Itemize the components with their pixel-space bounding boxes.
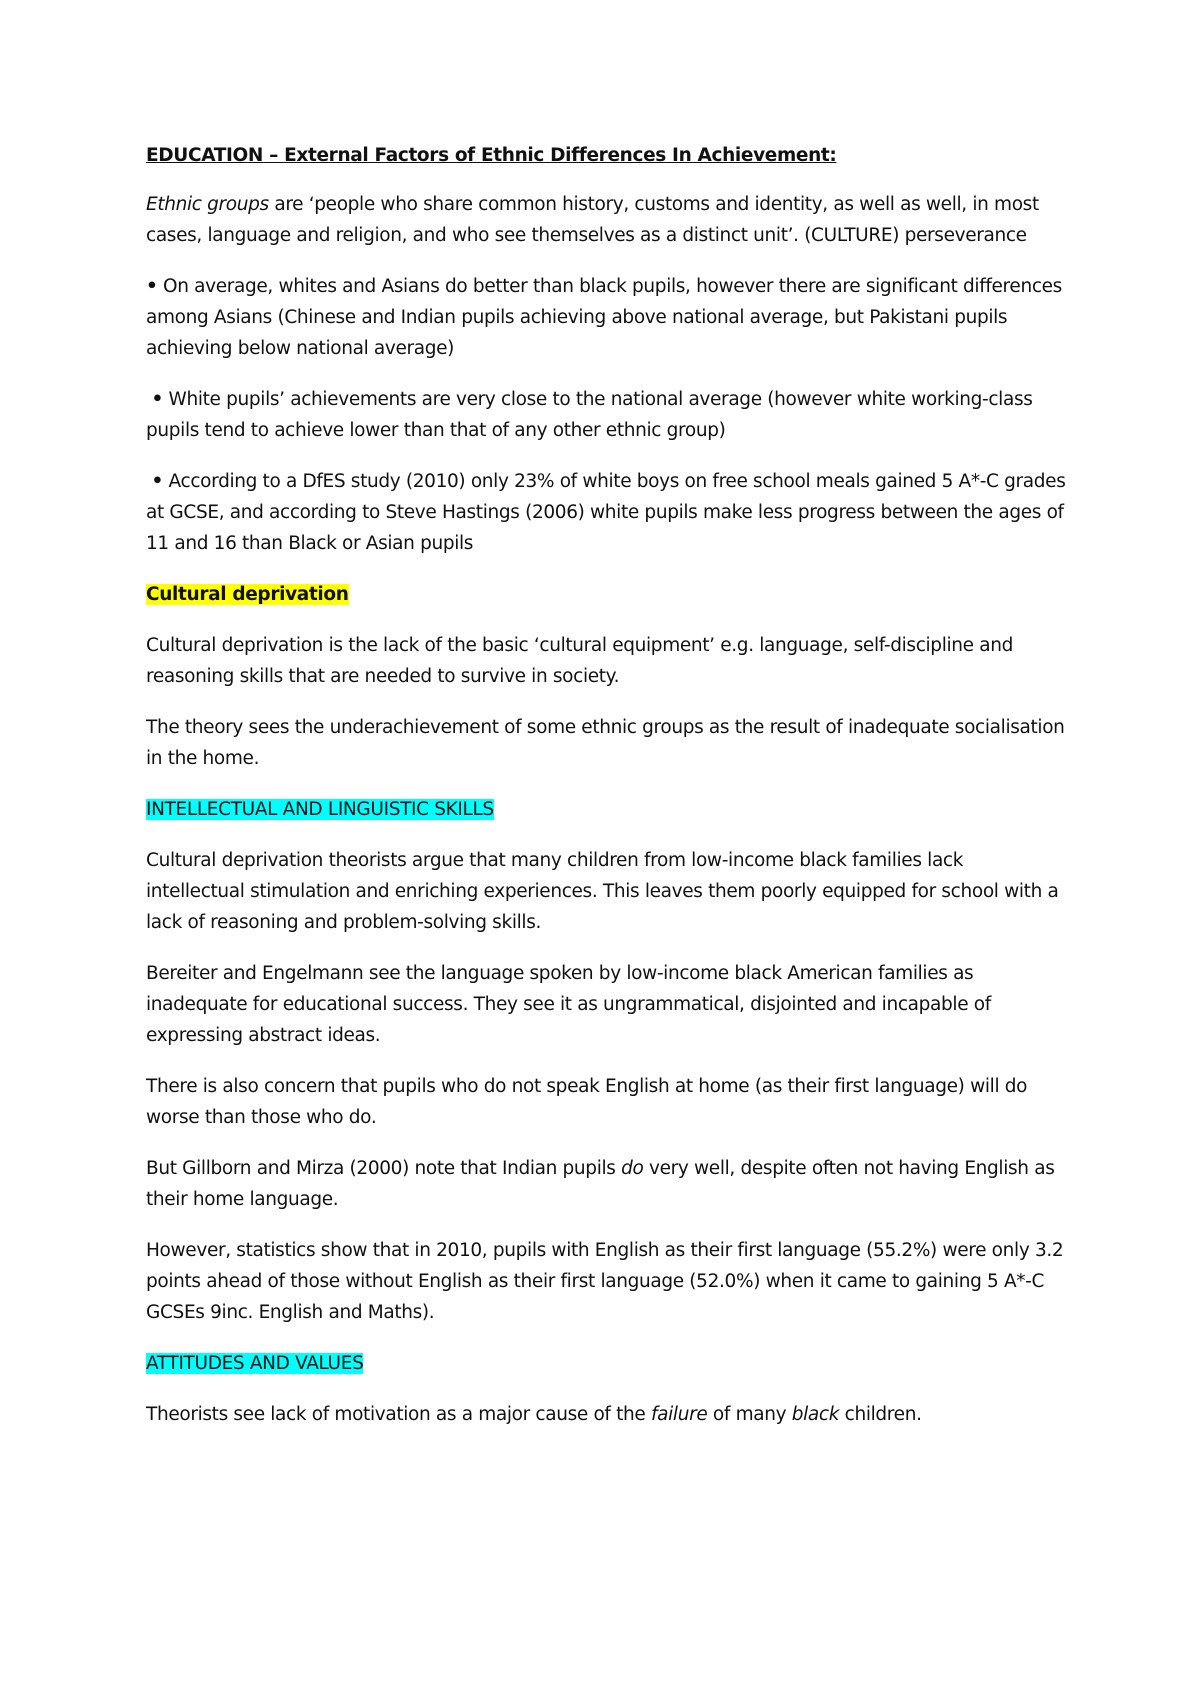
paragraph	[146, 1153, 1066, 1215]
definition-text: are ‘people who share common history, customs and identity, as well as well, in most cases, language and religion, and who see themselves as a distinct unit’. (CULTURE) perseverance	[146, 194, 1039, 246]
bullet-item	[146, 384, 1066, 446]
highlighted-heading: INTELLECTUAL AND LINGUISTIC SKILLS	[146, 799, 494, 820]
text-run: of many	[707, 1404, 792, 1425]
text-run: But Gillborn and Mirza (2000) note that Indian pupils	[146, 1158, 622, 1179]
text-run: children.	[839, 1404, 922, 1425]
document-page	[146, 140, 1066, 1450]
text-run: Theorists see lack of motivation as a major cause of the	[146, 1404, 651, 1425]
bullet-text: On average, whites and Asians do better than black pupils, however there are significant differences among Asians (Chinese and Indian pupils achieving above national average, but Pakistani pupils achieving below national average)	[146, 276, 1062, 359]
bullet-text: According to a DfES study (2010) only 23% of white boys on free school meals gained 5 A*-C grades at GCSE, and according to Steve Hastings (2006) white pupils make less progress between the ages of 11 and 16 than Black or Asian pupils	[146, 471, 1066, 554]
highlighted-heading: ATTITUDES AND VALUES	[146, 1353, 364, 1374]
document-title: EDUCATION – External Factors of Ethnic Differences In Achievement:	[146, 145, 837, 166]
paragraph: However, statistics show that in 2010, pupils with English as their first language (55.2%) were only 3.2 points ahead of those without English as their first language (52.0%) when it came to gaining 5 A*-C GCSEs 9inc. English and Maths).	[146, 1240, 1064, 1323]
bullet-icon: •	[151, 471, 164, 492]
paragraph: The theory sees the underachievement of some ethnic groups as the result of inadequate socialisation in the home.	[146, 717, 1065, 769]
paragraph: Cultural deprivation is the lack of the basic ‘cultural equipment’ e.g. language, self-discipline and reasoning skills that are needed to survive in society.	[146, 635, 1013, 687]
ethnic-groups-definition	[146, 189, 1066, 251]
emphasis: black	[791, 1404, 840, 1425]
definition-term: Ethnic groups	[146, 194, 269, 215]
bullet-text: White pupils’ achievements are very close to the national average (however white working-class pupils tend to achieve lower than that of any other ethnic group)	[146, 389, 1033, 441]
paragraph: There is also concern that pupils who do not speak English at home (as their first language) will do worse than those who do.	[146, 1076, 1028, 1128]
section-heading-intellectual-linguistic	[146, 794, 1066, 825]
paragraph	[146, 1399, 1066, 1430]
section-heading-attitudes-values	[146, 1348, 1066, 1379]
bullet-icon: •	[146, 276, 158, 297]
text-run: very well, despite often not having English as their home language.	[146, 1158, 1055, 1210]
highlighted-heading: Cultural deprivation	[146, 584, 349, 605]
section-heading-cultural-deprivation	[146, 579, 1066, 610]
bullet-icon: •	[151, 389, 164, 410]
emphasis: do	[621, 1158, 644, 1179]
paragraph: Cultural deprivation theorists argue that many children from low-income black families lack intellectual stimulation and enriching experiences. This leaves them poorly equipped for school with a lack of reasoning and problem-solving skills.	[146, 850, 1059, 933]
bullet-item	[146, 466, 1066, 559]
emphasis: failure	[650, 1404, 708, 1425]
paragraph: Bereiter and Engelmann see the language spoken by low-income black American families as inadequate for educational success. They see it as ungrammatical, disjointed and incapable of expressing abstract ideas.	[146, 963, 991, 1046]
bullet-item	[146, 271, 1066, 364]
